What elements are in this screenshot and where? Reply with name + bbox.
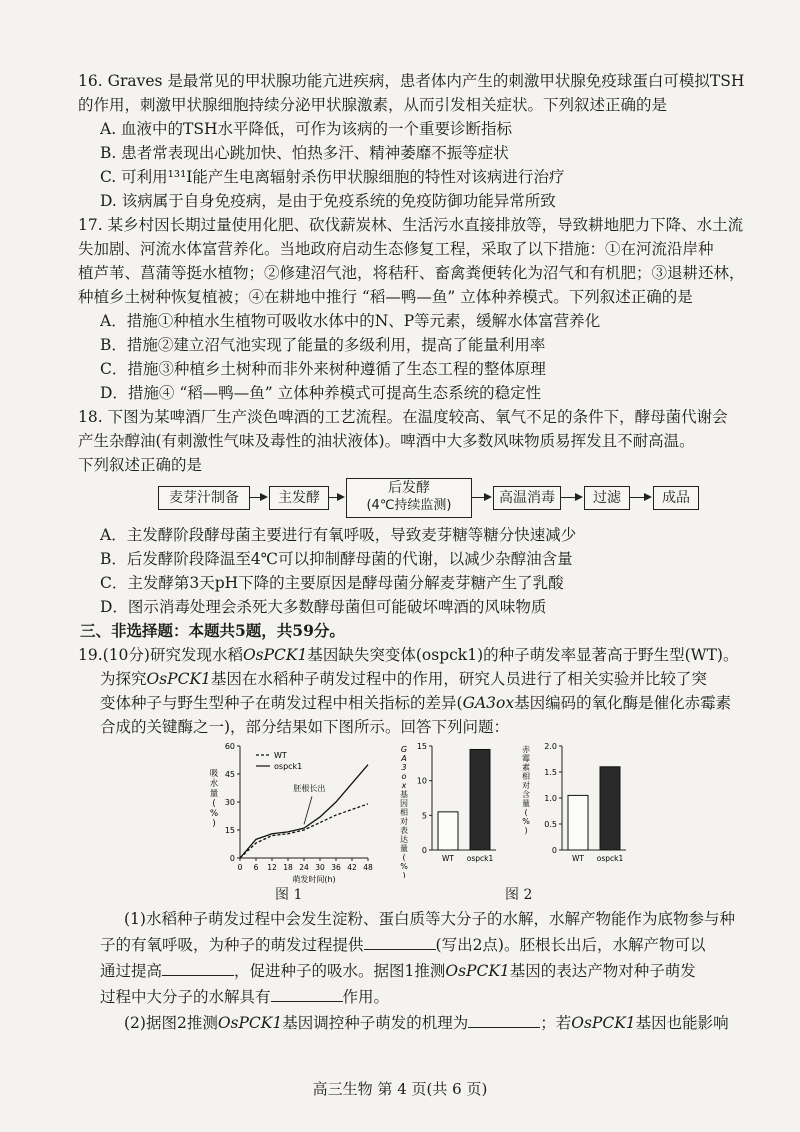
y-axis-label-char: % [209,809,219,819]
x-category-label: ospck1 [466,854,494,863]
gibberellin-y-label-char: 对 [522,781,530,790]
text: 基因缺失突变体(ospck1)的种子萌发率显著高于野生型(WT)。 [307,646,739,664]
q18-stem-line1: 18. 下图为某啤酒厂生产淡色啤酒的工艺流程。在温度较高、氧气不足的条件下，酵母菌代谢会 [78,408,728,426]
x-tick-label: 48 [363,863,373,872]
gibberellin-y-label-char: 量 [522,799,530,808]
q19-line3 [100,692,731,714]
gibberellin-y-label-char: 赤 [522,745,530,754]
legend-wt-label: WT [274,751,287,760]
bar-ospck1 [600,767,620,850]
gene-expression-y-label-char: ( [402,853,406,862]
q19-part2-line1 [124,1012,729,1034]
figure-2-caption: 图 2 [505,887,533,903]
text: 过程中大分子的水解具有 [100,988,271,1006]
gene-expression-y-label-char: o [401,772,407,781]
figure-1-line-chart [208,738,378,898]
q17-stem-line3: 植芦苇、菖蒲等挺水植物；②修建沼气池，将秸秆、畜禽粪便转化为沼气和有机肥；③退耕还林， [78,264,745,282]
y-tick-label: 0 [551,846,557,855]
q19-line1 [78,644,738,666]
text: 基因也能影响 [635,1014,729,1032]
page-footer: 高三生物 第 4 页(共 6 页) [312,1080,488,1098]
gene-name: GA3ox [462,694,515,712]
flow-arrow [472,497,490,498]
gene-name: OsPCK1 [146,670,211,688]
y-tick-label: 15 [416,742,427,751]
q18-option-b: B．后发酵阶段降温至4℃可以抑制酵母菌的代谢，以减少杂醇油含量 [100,550,573,568]
series-wt-line [240,804,368,858]
post-ferment-label: 后发酵 [388,480,430,496]
bar-wt [568,795,588,850]
gibberellin-y-label-char: ) [524,826,528,835]
text: 基因调控种子萌发的机理为 [282,1014,469,1032]
gene-expression-y-label-char: 3 [401,763,407,772]
q19-line2 [100,668,707,690]
text: 为探究 [100,670,147,688]
flow-step-sterilize: 高温消毒 [493,486,561,510]
answer-blank[interactable] [271,987,343,1002]
gene-expression-y-label-char: % [400,862,408,871]
x-tick-label: 36 [331,863,341,872]
answer-blank[interactable] [364,935,436,950]
q19-part1-line1: (1)水稻种子萌发过程中会发生淀粉、蛋白质等大分子的水解，水解产物能作为底物参与种 [124,910,735,928]
text: ；若 [540,1014,572,1032]
answer-blank[interactable] [162,961,234,976]
q16-option-b: B. 患者常表现出心跳加快、怕热多汗、精神萎靡不振等症状 [100,144,509,162]
flow-step-wort: 麦芽汁制备 [158,486,250,510]
q18-option-a: A．主发酵阶段酵母菌主要进行有氧呼吸，导致麦芽糖等糖分快速减少 [100,526,577,544]
y-tick-label: 1.0 [544,794,557,803]
gene-expression-y-label-char: 基 [400,790,408,799]
annotation-radicle: 胚根长出 [293,783,326,793]
gene-expression-y-label-char: 对 [400,817,408,826]
gene-name: OsPCK1 [217,1014,283,1032]
gibberellin-y-label-char: 霉 [522,754,530,763]
flow-step-post-ferment [346,478,472,518]
gibberellin-y-label-char: % [522,817,530,826]
q16-option-a: A. 血液中的TSH水平降低，可作为该病的一个重要诊断指标 [100,120,513,138]
flow-step-filter: 过滤 [584,486,630,510]
q17-option-d: D．措施④ “稻—鸭—鱼” 立体种养模式可提高生态系统的稳定性 [100,384,542,402]
q17-stem-line4: 种植乡土树种恢复植被；④在耕地中推行 “稻—鸭—鱼” 立体种养模式。下列叙述正确的是 [78,288,693,306]
section-heading: 三、非选择题：本题共5题，共59分。 [80,621,345,640]
gibberellin-y-label-char: 相 [522,772,530,781]
y-axis-label-char: 水 [209,779,219,789]
y-tick-label: 10 [416,776,427,786]
text: 基因在水稻种子萌发过程中的作用，研究人员进行了相关实验并比较了突 [210,670,707,688]
text: ，促进种子的吸水。据图1推测 [234,962,446,980]
q19-part1-line2 [100,934,705,956]
annotation-pointer [304,796,312,824]
q16-stem-line1: 16. Graves 是最常见的甲状腺功能亢进疾病，患者体内产生的刺激甲状腺免疫球蛋白可模拟TSH [78,72,745,90]
x-tick-label: 42 [347,863,357,872]
text: 变体种子与野生型种子在萌发过程中相关指标的差异( [100,694,463,712]
post-ferment-note: (4℃持续监测) [366,498,452,513]
x-tick-label: 6 [253,863,259,872]
x-tick-label: 12 [267,863,277,872]
gene-expression-y-label-char: x [401,781,407,790]
bar-wt [438,812,458,850]
y-tick-label: 0.5 [544,820,557,829]
flow-step-main-ferment: 主发酵 [269,486,329,510]
q16-option-c: C. 可利用¹³¹I能产生电离辐射杀伤甲状腺细胞的特性对该病进行治疗 [100,168,565,186]
flow-step-product: 成品 [653,486,699,510]
y-tick-label: 30 [224,798,235,807]
x-tick-label: 30 [315,863,325,872]
flow-arrow [561,497,581,498]
x-axis-label: 萌发时间(h) [292,875,336,884]
gene-name: OsPCK1 [445,962,510,980]
y-axis-label-char: ) [212,819,216,829]
q17-stem-line1: 17. 某乡村因长期过量使用化肥、砍伐薪炭林、生活污水直接排放等，导致耕地肥力下降、水土流 [78,216,744,234]
q18-option-d: D．图示消毒处理会杀死大多数酵母菌但可能破坏啤酒的风味物质 [100,598,547,616]
text: 通过提高 [100,962,163,980]
q17-option-a: A．措施①种植水生植物可吸收水体中的N、P等元素，缓解水体富营养化 [100,312,601,330]
y-tick-label: 15 [224,826,235,835]
q17-option-b: B．措施②建立沼气池实现了能量的多级利用，提高了能量利用率 [100,336,546,354]
flow-arrow [250,497,266,498]
y-axis-label-char: 量 [209,789,219,799]
gene-expression-y-label-char: G [400,745,408,754]
y-tick-label: 5 [421,811,427,821]
x-category-label: WT [572,854,584,863]
gene-expression-y-label-char: 相 [400,808,408,817]
q18-option-c: C．主发酵第3天pH下降的主要原因是酵母菌分解麦芽糖产生了乳酸 [100,574,564,592]
answer-blank[interactable] [468,1013,540,1028]
y-tick-label: 60 [224,742,235,751]
gibberellin-y-label-char: 素 [522,763,530,772]
gibberellin-y-label-char: 含 [522,790,530,799]
y-tick-label: 1.5 [544,768,557,777]
figure-1-caption: 图 1 [275,887,303,903]
x-tick-label: 18 [283,863,293,872]
legend-ospck1-label: ospck1 [274,762,303,771]
y-tick-label: 2.0 [544,742,557,751]
gibberellin-y-label-char: ( [524,808,528,817]
q18-stem-line3: 下列叙述正确的是 [78,456,203,474]
text: (写出2点)。胚根长出后，水解产物可以 [435,936,706,954]
text: (2)据图2推测 [124,1014,218,1032]
q18-stem-line2: 产生杂醇油(有刺激性气味及毒性的油状液体)。啤酒中大多数风味物质易挥发且不耐高温。 [78,432,695,450]
q19-line4: 合成的关键酶之一)，部分结果如下图所示。回答下列问题： [100,718,510,736]
text: 作用。 [342,988,390,1006]
gene-expression-y-label-char: 达 [400,835,408,844]
x-category-label: ospck1 [596,854,624,863]
q16-stem-line2: 的作用，刺激甲状腺细胞持续分泌甲状腺激素，从而引发相关症状。下列叙述正确的是 [78,96,668,114]
y-axis-label-char: ( [212,799,216,809]
gene-expression-y-label-char: 量 [400,844,408,853]
q16-option-d: D. 该病属于自身免疫病，是由于免疫系统的免疫防御功能异常所致 [100,192,556,210]
gene-expression-y-label-char: 表 [400,826,408,835]
q19-part1-line3 [100,960,696,982]
q19-part1-line4 [100,986,389,1008]
figure-2-gene-expression-bar-chart [398,738,508,878]
text: 19.(10分)研究发现水稻 [78,646,243,664]
q17-option-c: C．措施③种植乡土树种而非外来树种遵循了生态工程的整体原理 [100,360,546,378]
bar-ospck1 [470,749,490,850]
gene-expression-y-label-char: ) [402,871,406,878]
text: 子的有氧呼吸，为种子的萌发过程提供 [100,936,364,954]
text: 基因编码的氧化酶是催化赤霉素 [514,694,732,712]
q17-stem-line2: 失加剧、河流水体富营养化。当地政府启动生态修复工程，采取了以下措施：①在河流沿岸种 [78,240,714,258]
x-tick-label: 0 [237,863,243,872]
figure-2-gibberellin-bar-chart [520,738,640,878]
text: 基因的表达产物对种子萌发 [509,962,696,980]
flow-arrow [329,497,343,498]
gene-name: OsPCK1 [242,646,308,664]
flow-arrow [630,497,650,498]
x-category-label: WT [442,854,454,863]
x-tick-label: 24 [299,863,309,872]
gene-name: OsPCK1 [571,1014,636,1032]
y-axis-label-char: 吸 [209,769,219,779]
y-tick-label: 0 [421,846,427,855]
y-tick-label: 45 [224,770,235,779]
series-ospck1-line [240,765,368,858]
gene-expression-y-label-char: A [401,754,407,763]
y-tick-label: 0 [229,854,235,863]
gene-expression-y-label-char: 因 [400,799,408,808]
